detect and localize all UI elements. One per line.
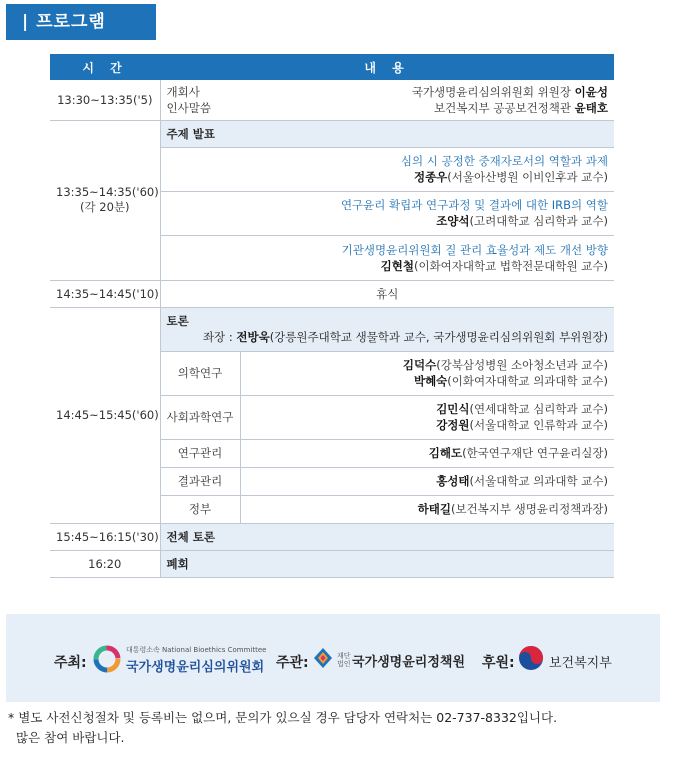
table-row-opening — [50, 80, 614, 120]
speaker-affil: (이화여자대학교 법학전문대학원 교수) — [413, 258, 608, 273]
program-table — [50, 54, 614, 578]
speaker-affil: (서울아산병원 이비인후과 교수) — [447, 170, 608, 184]
section-title: 주제 발표 — [160, 120, 614, 147]
table-row-panel: 정부 하태길(보건복지부 생명윤리정책과장) — [50, 495, 614, 523]
opening-item: 개회사 국가생명윤리심의위원회 위원장 이윤성 — [166, 84, 608, 99]
host-small: 대통령소속 National Bioethics Committee — [126, 646, 267, 654]
table-row-closing — [50, 550, 614, 577]
table-row-panel: 사회과학연구 김민식(연세대학교 심리학과 교수) 강정원(서울대학교 인류학과 교수) — [50, 395, 614, 439]
time-cell: 14:35~14:45('10) — [50, 280, 160, 307]
organizer-label: 주관: — [276, 655, 309, 671]
table-row-break — [50, 280, 614, 307]
panel-field: 결과관리 — [160, 467, 240, 495]
taegeuk-logo-icon — [518, 645, 544, 671]
table-header — [50, 54, 614, 80]
table-row-discussion-header — [50, 307, 614, 351]
panel-field: 의학연구 — [160, 351, 240, 395]
panel-field: 정부 — [160, 495, 240, 523]
sponsor-name: 보건복지부 — [549, 656, 612, 671]
chair: 좌장 : 전방욱(강릉원주대학교 생물학과 교수, 국가생명윤리심의위원회 부위원장) — [202, 330, 608, 344]
panel-field: 연구관리 — [160, 439, 240, 467]
section-title: 토론 — [166, 314, 189, 328]
talk-topic: 심의 시 공정한 중재자로서의 역할과 과제 — [400, 154, 608, 168]
time-cell: 14:45~15:45('60) — [50, 307, 160, 523]
panel-field: 사회과학연구 — [160, 395, 240, 439]
speaker-name: 정종우 — [413, 170, 448, 184]
time-cell: 15:45~16:15('30) — [50, 523, 160, 550]
section-title: 폐회 — [160, 550, 614, 577]
organizer-small: 재단법인 — [337, 652, 351, 668]
table-row-general — [50, 523, 614, 550]
header-time: 시 간 — [50, 54, 160, 80]
page-title: | 프로그램 — [6, 4, 156, 40]
time-cell: 13:35~14:35('60) — [56, 185, 159, 199]
bioethics-policy-logo-icon — [312, 646, 334, 670]
speaker-name: 조양석 — [436, 214, 470, 228]
host-label: 주최: — [54, 655, 87, 671]
time-cell: 16:20 — [50, 550, 160, 577]
table-row-panel: 연구관리 김해도(한국연구재단 연구윤리실장) — [50, 439, 614, 467]
table-row-panel: 의학연구 김덕수(강북삼성병원 소아청소년과 교수) 박혜숙(이화여자대학교 의과대학 교수) — [50, 351, 614, 395]
talk-topic: 연구윤리 확립과 연구과정 및 결과에 대한 IRB의 역할 — [340, 198, 608, 212]
speaker-name: 김현철 — [380, 258, 414, 273]
time-note: (각 20분) — [80, 200, 130, 214]
table-row-presentation-header — [50, 120, 614, 147]
time-cell: 13:30~13:35('5) — [50, 80, 160, 120]
speaker-affil: (고려대학교 심리학과 교수) — [469, 214, 608, 228]
section-title: 전체 토론 — [160, 523, 614, 550]
greeting-item: 인사말씀 보건복지부 공공보건정책관 윤태호 — [166, 100, 608, 115]
nbc-logo-icon — [92, 644, 122, 674]
notice: * 별도 사전신청절차 및 등록비는 없으며, 문의가 있으실 경우 담당자 연락처는 02-737-8332입니다. 많은 참여 바랍니다. — [8, 710, 558, 745]
sponsor-label: 후원: — [482, 655, 515, 671]
talk-topic: 기관생명윤리위원회 질 관리 효율성과 제도 개선 방향 — [341, 242, 608, 257]
table-row-panel: 결과관리 홍성태(서울대학교 의과대학 교수) — [50, 467, 614, 495]
organizer-name: 국가생명윤리정책원 — [352, 655, 466, 670]
host-name: 국가생명윤리심의위원회 — [126, 660, 265, 675]
footer-sponsors — [6, 614, 660, 702]
header-content: 내 용 — [160, 54, 614, 80]
break-label: 휴식 — [160, 280, 614, 307]
